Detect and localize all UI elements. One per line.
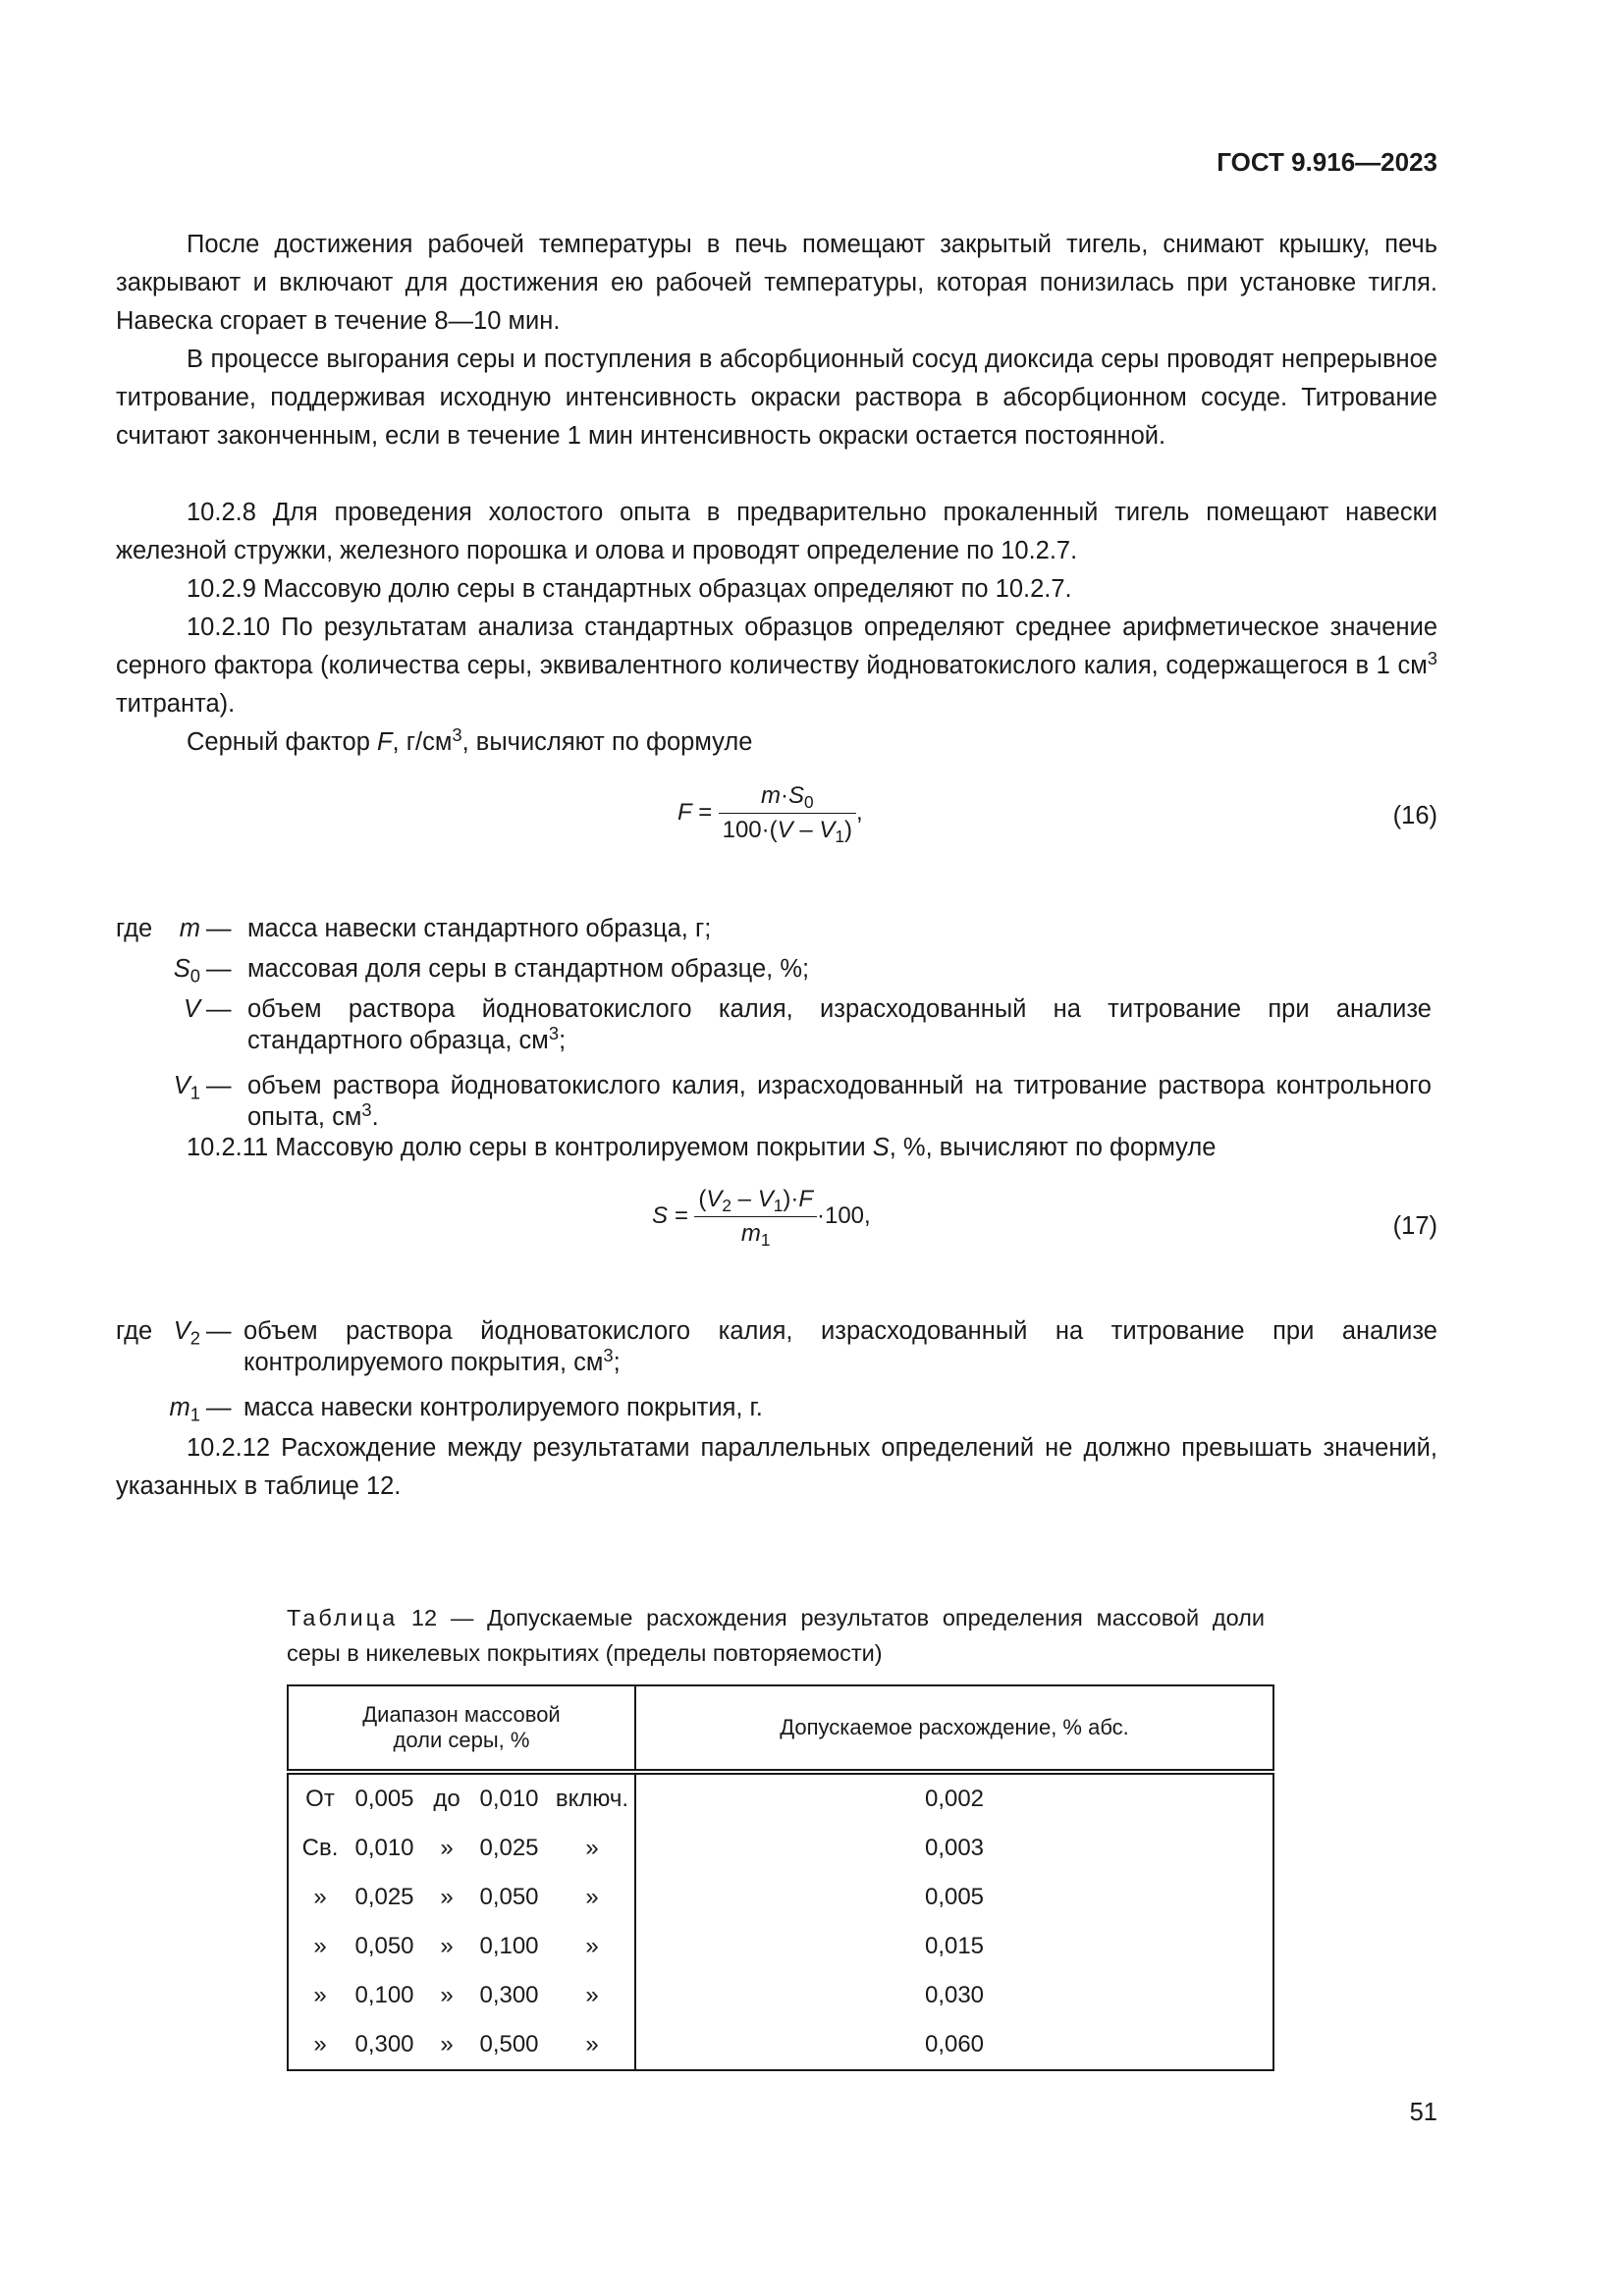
table-header-range: Диапазон массовой доли серы, %	[288, 1685, 635, 1772]
definition-m: масса навески стандартного образца, г;	[247, 915, 712, 942]
table-12-caption: Таблица 12 — Допускаемые расхождения результатов определения массовой доли серы в никелевых покрытиях (пределы повторяемости)	[287, 1605, 1265, 1666]
table-row: » 0,100 » 0,300 » 0,030	[288, 1971, 1273, 2020]
definition-v: объем раствора йодноватокислого калия, израсходованный на титрование при анализе стандартного образца, $см^3$;	[247, 995, 1432, 1054]
paragraph-10-2-10: 10.2.10 По результатам анализа стандартных образцов определяют среднее арифметическое значение серного фактора (количества серы, эквивалентного количеству йодноватокислого калия, содержащегося в 1 $см^3$ титранта).	[116, 614, 1437, 718]
paragraph-10-2-9: 10.2.9 Массовую долю серы в стандартных образцах определяют по 10.2.7.	[187, 575, 1072, 603]
paragraph-10-2-11: 10.2.11 Массовую долю серы в контролируемом покрытии S, %, вычисляют по формуле	[187, 1134, 1217, 1161]
table-row: » 0,025 » 0,050 » 0,005	[288, 1873, 1273, 1922]
paragraph-10-2-12: 10.2.12 Расхождение между результатами параллельных определений не должно превышать значений, указанных в таблице 12.	[116, 1434, 1437, 1500]
formula-17: S = $\frac{(V_2 - V_1)\cdot F}{m_1}$ ·100,	[652, 1186, 871, 1251]
definition-m1: масса навески контролируемого покрытия, г.	[244, 1394, 763, 1421]
table-row: » 0,300 » 0,500 » 0,060	[288, 2020, 1273, 2070]
formula-16: F = $\frac{m\cdot S_0}{100\cdot(V - V_1)}$ ,	[677, 782, 863, 847]
document-code: ГОСТ 9.916—2023	[1217, 147, 1437, 177]
paragraph-crucible: После достижения рабочей температуры в печь помещают закрытый тигель, снимают крышку, печь закрывают и включают для достижения ею рабочей температуры, которая понизилась при установке тигля. Навеска сгорает в течение 8—10 мин.	[116, 231, 1437, 335]
equation-number-17: (17)	[1392, 1212, 1437, 1240]
table-row: » 0,050 » 0,100 » 0,015	[288, 1922, 1273, 1971]
paragraph-sulfur-factor: Серный фактор F, $г/см^3$, вычисляют по формуле	[187, 723, 753, 756]
page-number: 51	[1409, 2099, 1437, 2126]
table-row: От 0,005 до 0,010 включ. 0,002	[288, 1772, 1273, 1824]
where-prefix: где	[116, 915, 153, 942]
table-header-tolerance: Допускаемое расхождение, % абс.	[635, 1685, 1273, 1772]
table-row: Св. 0,010 » 0,025 » 0,003	[288, 1824, 1273, 1873]
paragraph-10-2-8: 10.2.8 Для проведения холостого опыта в предварительно прокаленный тигель помещают навески железной стружки, железного порошка и олова и проводят определение по 10.2.7.	[116, 499, 1437, 564]
equation-number-16: (16)	[1392, 802, 1437, 829]
definition-v1: объем раствора йодноватокислого калия, израсходованный на титрование раствора контрольного опыта, $см^3$.	[247, 1072, 1432, 1131]
table-12	[287, 1684, 1274, 2071]
definition-v2: объем раствора йодноватокислого калия, израсходованный на титрование при анализе контролируемого покрытия, $см^3$;	[244, 1317, 1437, 1376]
definition-s0: массовая доля серы в стандартном образце, %;	[247, 955, 810, 983]
paragraph-titration: В процессе выгорания серы и поступления в абсорбционный сосуд диоксида серы проводят непрерывное титрование, поддерживая исходную интенсивность окраски раствора в абсорбционном сосуде. Титрование считают законченным, если в течение 1 мин интенсивность окраски остается постоянной.	[116, 346, 1437, 450]
